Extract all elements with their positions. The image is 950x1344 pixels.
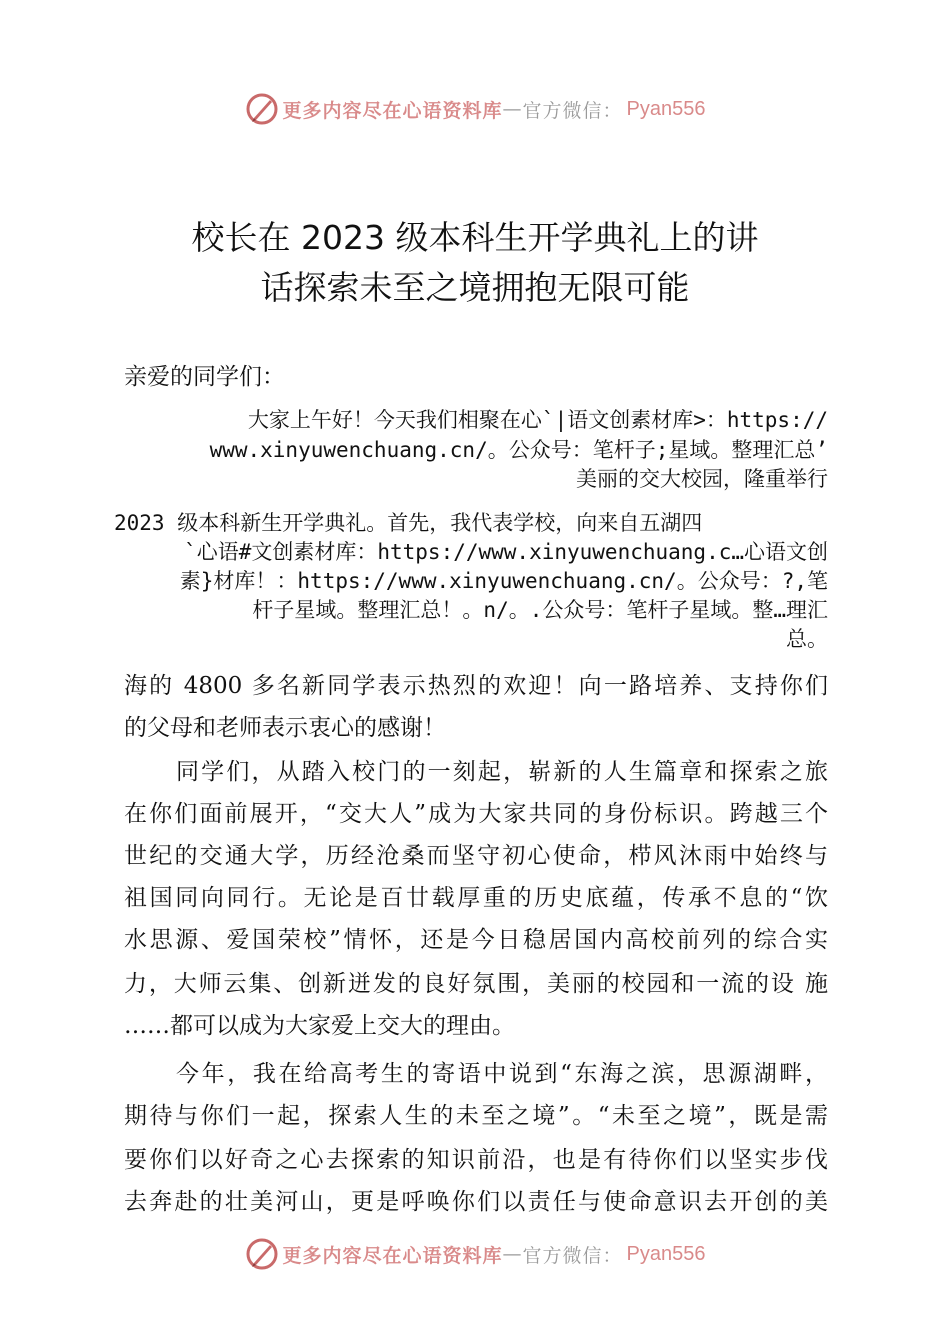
paragraph-line: 的父母和老师表示衷心的感谢！: [124, 715, 446, 741]
noise-line: 杆子星域。整理汇总！。n/。.公众号：笔杆子星域。整…理汇: [252, 598, 828, 622]
document-title-line-1: 校长在 2023 级本科生开学典礼上的讲: [191, 218, 759, 257]
paragraph-line: 去奔赴的壮美河山，更是呼唤你们以责任与使命意识去开创的美: [124, 1189, 828, 1215]
paragraph-line: 祖国同向同行。无论是百廿载厚重的历史底蕴，传承不息的“饮: [124, 885, 828, 911]
paragraph-line: 海的 4800 多名新同学表示热烈的欢迎！向一路培养、支持你们: [124, 673, 828, 699]
paragraph-line: 力，大师云集、创新迸发的良好氛围，美丽的校园和一流的设 施: [124, 971, 828, 997]
watermark-banner-top: [0, 89, 950, 129]
quill-logo-icon: [245, 1237, 279, 1271]
watermark-wechat-label: 官方微信：: [522, 1244, 623, 1267]
paragraph-line: ……都可以成为大家爱上交大的理由。: [124, 1013, 515, 1039]
watermark-account: Pyan556: [626, 97, 706, 120]
paragraph-line: 世纪的交通大学，历经沧桑而坚守初心使命，栉风沐雨中始终与: [124, 843, 828, 869]
salutation: 亲爱的同学们：: [124, 364, 285, 390]
paragraph-line: 期待与你们一起，探索人生的未至之境”。“未至之境”，既是需: [124, 1103, 828, 1129]
watermark-text: 更多内容尽在心语资料库: [282, 1244, 503, 1267]
paragraph-line: 在你们面前展开，“交大人”成为大家共同的身份标识。跨越三个: [124, 801, 828, 827]
watermark-account: Pyan556: [626, 1242, 706, 1265]
noise-line: 大家上午好！今天我们相聚在心`|语文创素材库>：https://: [247, 408, 828, 432]
paragraph-line: 水思源、爱国荣校”情怀，还是今日稳居国内高校前列的综合实: [124, 927, 828, 953]
noise-line: `心语#文创素材库：https://www.xinyuwenchuang.c…心语文创: [184, 540, 828, 564]
document-title-line-2: 话探索未至之境拥抱无限可能: [260, 268, 690, 307]
paragraph-line: 同学们，从踏入校门的一刻起，崭新的人生篇章和探索之旅: [176, 759, 828, 785]
quill-logo-icon: [245, 92, 279, 126]
noise-line: 2023 级本科新生开学典礼。首先，我代表学校，向来自五湖四: [114, 511, 703, 535]
paragraph-line: 要你们以好奇之心去探索的知识前沿，也是有待你们以坚实步伐: [124, 1147, 828, 1173]
noise-line: 总。: [786, 627, 828, 651]
watermark-text: 更多内容尽在心语资料库: [282, 99, 503, 122]
watermark-wechat-label: 官方微信：: [522, 99, 623, 122]
watermark-separator: —: [502, 98, 523, 120]
noise-line: 美丽的交大校园，隆重举行: [576, 467, 828, 491]
watermark-banner-bottom: [0, 1234, 950, 1274]
paragraph-line: 今年，我在给高考生的寄语中说到“东海之滨，思源湖畔，: [176, 1061, 828, 1087]
watermark-separator: —: [502, 1243, 523, 1265]
noise-line: 素}材库！：https://www.xinyuwenchuang.cn/。公众号：?,笔: [179, 569, 828, 593]
noise-line: www.xinyuwenchuang.cn/。公众号：笔杆子;星域。整理汇总’: [209, 438, 828, 462]
